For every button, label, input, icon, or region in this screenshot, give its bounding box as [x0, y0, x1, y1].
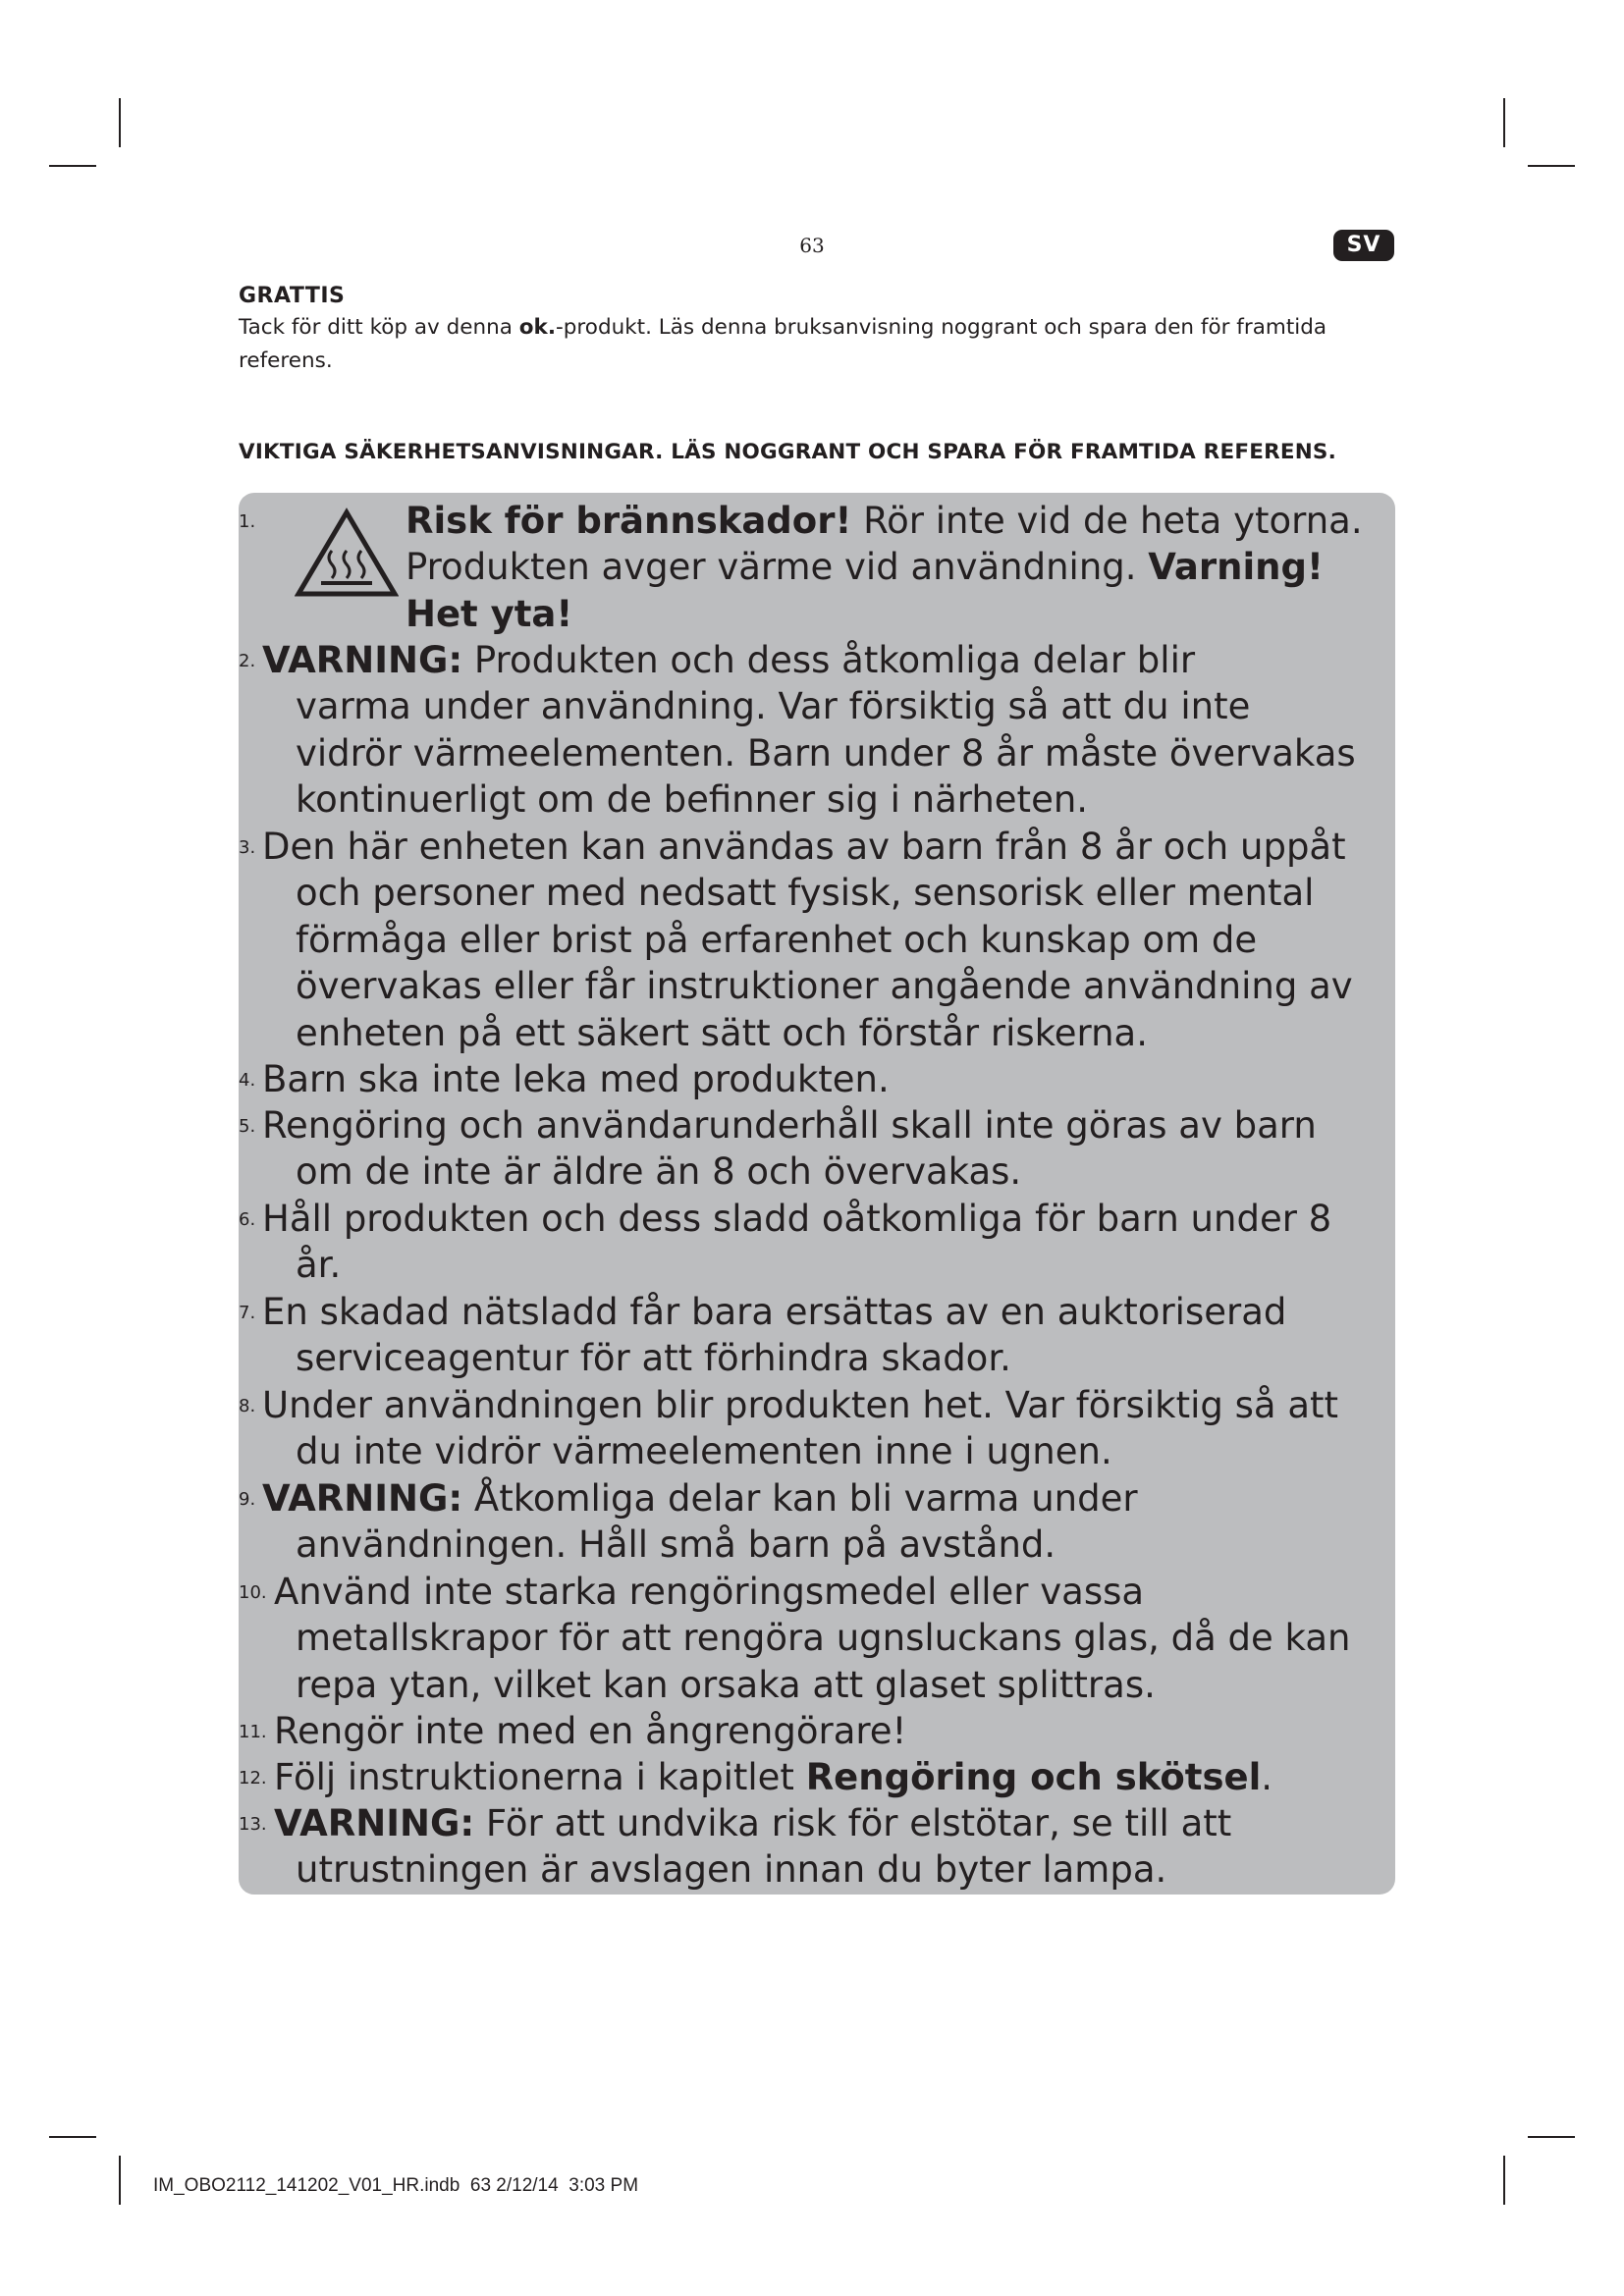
- item-text: .: [1261, 1756, 1273, 1798]
- hot-surface-warning-icon: [295, 507, 399, 600]
- language-badge: SV: [1333, 230, 1394, 261]
- footer-date: 2/12/14: [496, 2175, 559, 2196]
- item-number: 9.: [239, 1489, 256, 1510]
- safety-instructions-box: [239, 493, 1395, 1895]
- item-text: förmåga eller brist på erfarenhet och kunskap om de: [296, 918, 1258, 961]
- item-text: kontinuerligt om de befinner sig i närheten.: [296, 778, 1089, 822]
- item-text-bold: Varning!: [1148, 546, 1324, 589]
- intro-text-part: Tack för ditt köp av denna: [239, 315, 519, 340]
- item-text: år.: [296, 1244, 342, 1287]
- crop-mark: [1503, 98, 1505, 147]
- footer-filename: IM_OBO2112_141202_V01_HR.indb: [153, 2175, 460, 2196]
- item-text: användningen. Håll små barn på avstånd.: [296, 1523, 1056, 1567]
- print-slug-footer: [153, 2175, 638, 2197]
- intro-section: [239, 283, 1397, 378]
- item-text-bold: Rengöring och skötsel: [805, 1756, 1262, 1798]
- item-text: Barn ska inte leka med produkten.: [262, 1058, 890, 1100]
- page-number: 63: [799, 234, 825, 257]
- crop-mark: [1528, 2136, 1575, 2138]
- item-number: 13.: [239, 1814, 267, 1835]
- item-text: vidrör värmeelementen. Barn under 8 år måste övervakas: [296, 731, 1356, 774]
- footer-time: 3:03 PM: [568, 2175, 639, 2196]
- item-number: 8.: [239, 1396, 256, 1416]
- item-number: 6.: [239, 1209, 256, 1230]
- item-text: Rör inte vid de heta ytorna.: [851, 500, 1363, 542]
- item-text: varma under användning. Var försiktig så att du inte: [296, 685, 1251, 728]
- item-number: 3.: [239, 837, 256, 858]
- intro-heading: GRATTIS: [239, 284, 346, 308]
- item-text-bold: VARNING:: [274, 1802, 475, 1844]
- item-text: om de inte är äldre än 8 och övervakas.: [296, 1150, 1022, 1194]
- item-text: enheten på ett säkert sätt och förstår riskerna.: [296, 1011, 1148, 1054]
- item-text: Rengör inte med en ångrengörare!: [274, 1710, 907, 1752]
- crop-mark: [119, 98, 121, 147]
- item-text: Följ instruktionerna i kapitlet: [274, 1756, 806, 1798]
- item-number: 2.: [239, 651, 256, 671]
- item-text-bold: VARNING:: [262, 639, 463, 681]
- item-number: 5.: [239, 1116, 256, 1137]
- item-number: 11.: [239, 1722, 267, 1742]
- footer-page: 63: [469, 2175, 492, 2196]
- item-number: 10.: [239, 1582, 267, 1603]
- item-text: En skadad nätsladd får bara ersättas av en auktoriserad: [262, 1291, 1287, 1333]
- item-text-bold: Risk för brännskador!: [406, 500, 852, 542]
- item-number: 12.: [239, 1768, 267, 1789]
- item-text-bold: Het yta!: [406, 592, 573, 635]
- item-text: Håll produkten och dess sladd oåtkomliga för barn under 8: [262, 1198, 1332, 1240]
- item-number: 4.: [239, 1070, 256, 1091]
- crop-mark: [1528, 165, 1575, 167]
- item-text: och personer med nedsatt fysisk, sensorisk eller mental: [296, 872, 1315, 915]
- crop-mark: [1503, 2156, 1505, 2205]
- crop-mark: [119, 2156, 121, 2205]
- item-text: Använd inte starka rengöringsmedel eller vassa: [274, 1571, 1145, 1613]
- item-text: Produkten avger värme vid användning.: [406, 546, 1149, 589]
- crop-mark: [49, 2136, 96, 2138]
- item-text: Den här enheten kan användas av barn från 8 år och uppåt: [262, 826, 1346, 868]
- intro-text-part: referens.: [239, 348, 333, 373]
- safety-heading: VIKTIGA SÄKERHETSANVISNINGAR. LÄS NOGGRANT OCH SPARA FÖR FRAMTIDA REFERENS.: [239, 440, 1336, 464]
- item-text: övervakas eller får instruktioner angående användning av: [296, 965, 1353, 1008]
- item-number: 7.: [239, 1303, 256, 1323]
- intro-text-part: -produkt. Läs denna bruksanvisning noggrant och spara den för framtida: [556, 315, 1327, 340]
- item-text: serviceagentur för att förhindra skador.: [296, 1337, 1011, 1380]
- item-text: du inte vidrör värmeelementen inne i ugnen.: [296, 1430, 1112, 1473]
- item-text: Rengöring och användarunderhåll skall inte göras av barn: [262, 1104, 1317, 1147]
- item-text: metallskrapor för att rengöra ugnsluckans glas, då de kan: [296, 1617, 1351, 1660]
- item-text: repa ytan, vilket kan orsaka att glaset splittras.: [296, 1663, 1156, 1706]
- crop-mark: [49, 165, 96, 167]
- item-text-bold: VARNING:: [262, 1477, 463, 1520]
- item-text: För att undvika risk för elstötar, se till att: [474, 1802, 1232, 1844]
- item-text: Åtkomliga delar kan bli varma under: [462, 1477, 1138, 1520]
- item-text: Produkten och dess åtkomliga delar blir: [462, 639, 1196, 681]
- brand-name: ok.: [518, 315, 557, 340]
- item-text: Under användningen blir produkten het. Var försiktig så att: [262, 1384, 1339, 1426]
- intro-text: [239, 311, 1397, 378]
- item-text: utrustningen är avslagen innan du byter lampa.: [296, 1848, 1167, 1892]
- item-number: 1.: [239, 511, 256, 532]
